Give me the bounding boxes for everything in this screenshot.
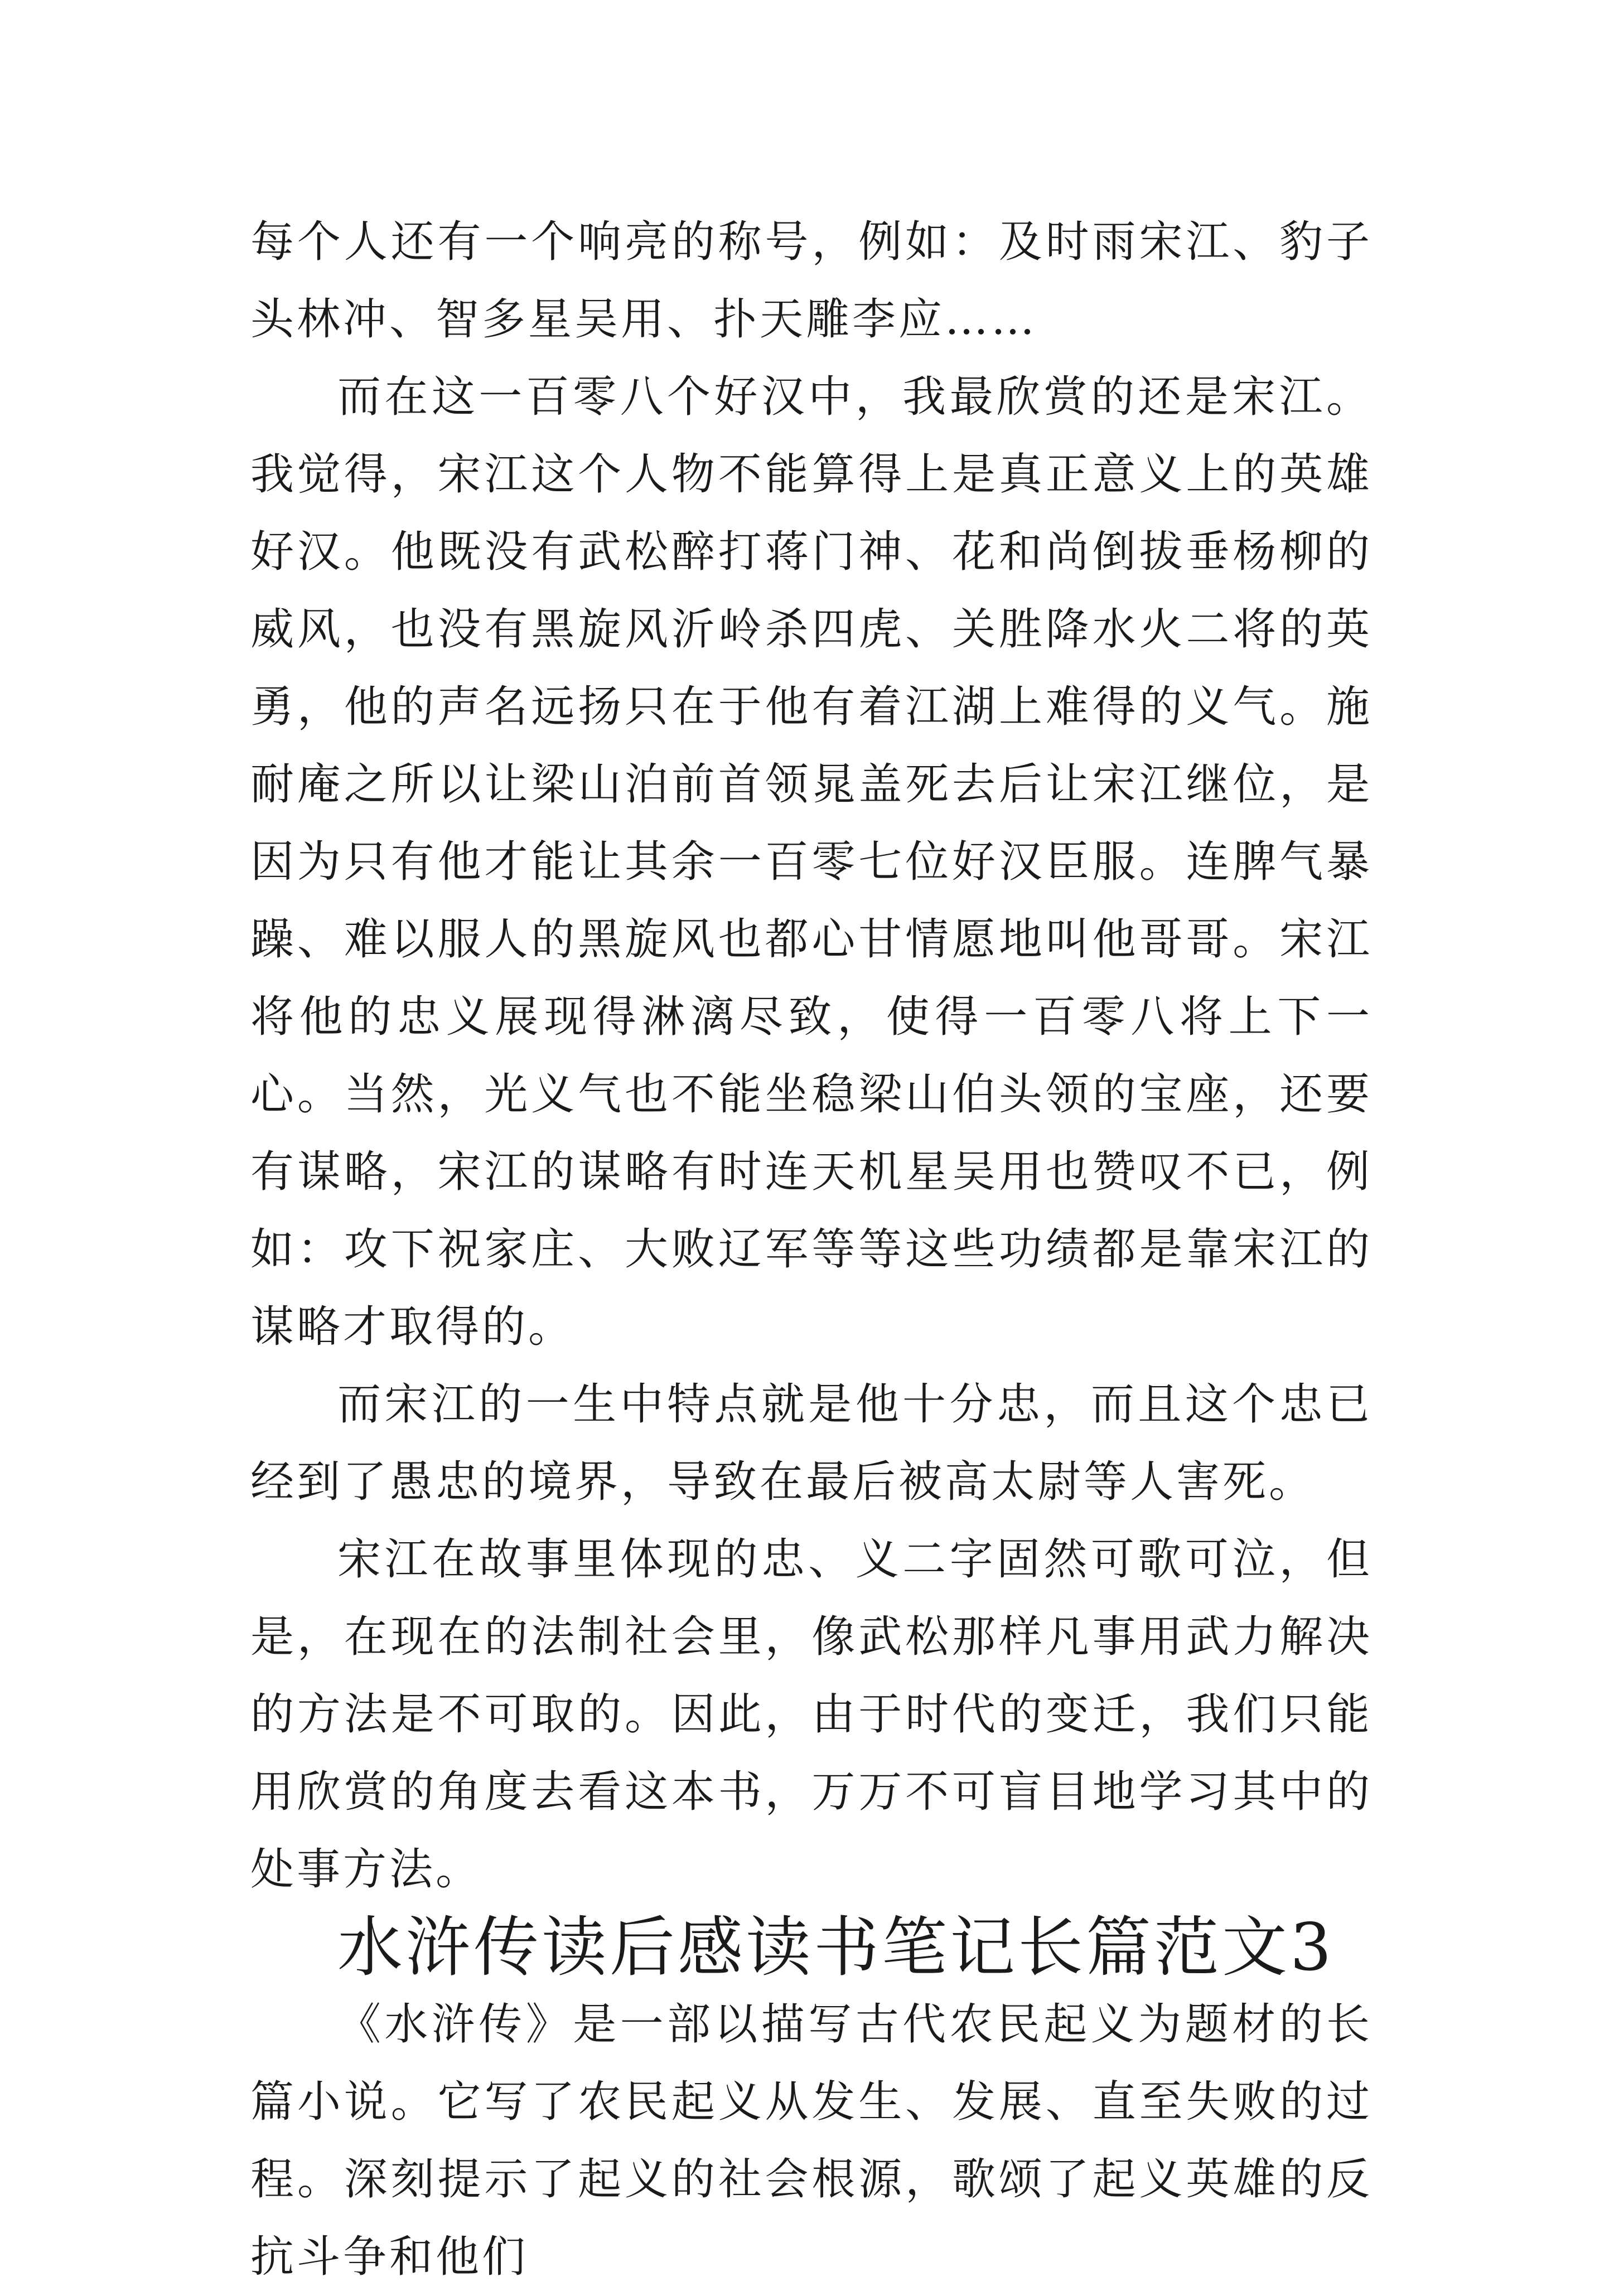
section-heading: 水浒传读后感读书笔记长篇范文3 <box>337 1909 1335 1985</box>
document-body <box>250 204 1373 2296</box>
paragraph-songjiang-loyalty: 而宋江的一生中特点就是他十分忠，而且这个忠已经到了愚忠的境界，导致在最后被高太尉等人害死。 <box>250 1379 1373 1507</box>
paragraph-modern-reflection: 宋江在故事里体现的忠、义二字固然可歌可泣，但是，在现在的法制社会里，像武松那样凡事用武力解决的方法是不可取的。因此，由于时代的变迁，我们只能用欣赏的角度去看这本书，万万不可盲目地学习其中的处事方法。 <box>250 1534 1373 1895</box>
paragraph-essay-3-intro: 《水浒传》是一部以描写古代农民起义为题材的长篇小说。它写了农民起义从发生、发展、直至失败的过程。深刻提示了起义的社会根源，歌颂了起义英雄的反抗斗争和他们 <box>250 1999 1373 2282</box>
paragraph-continued: 每个人还有一个响亮的称号，例如：及时雨宋江、豹子头林冲、智多星吴用、扑天雕李应…… <box>250 217 1373 345</box>
paragraph-songjiang-appreciation: 而在这一百零八个好汉中，我最欣赏的还是宋江。我觉得，宋江这个人物不能算得上是真正意义上的英雄好汉。他既没有武松醉打蒋门神、花和尚倒拔垂杨柳的威风，也没有黑旋风沂岭杀四虎、关胜降水火二将的英勇，他的声名远扬只在于他有着江湖上难得的义气。施耐庵之所以让梁山泊前首领晁盖死去后让宋江继位，是因为只有他才能让其余一百零七位好汉臣服。连脾气暴躁、难以服人的黑旋风也都心甘情愿地叫他哥哥。宋江将他的忠义展现得淋漓尽致，使得一百零八将上下一心。当然，光义气也不能坐稳梁山伯头领的宝座，还要有谋略，宋江的谋略有时连天机星吴用也赞叹不已，例如：攻下祝家庄、大败辽军等等这些功绩都是靠宋江的谋略才取得的。 <box>250 372 1373 1352</box>
